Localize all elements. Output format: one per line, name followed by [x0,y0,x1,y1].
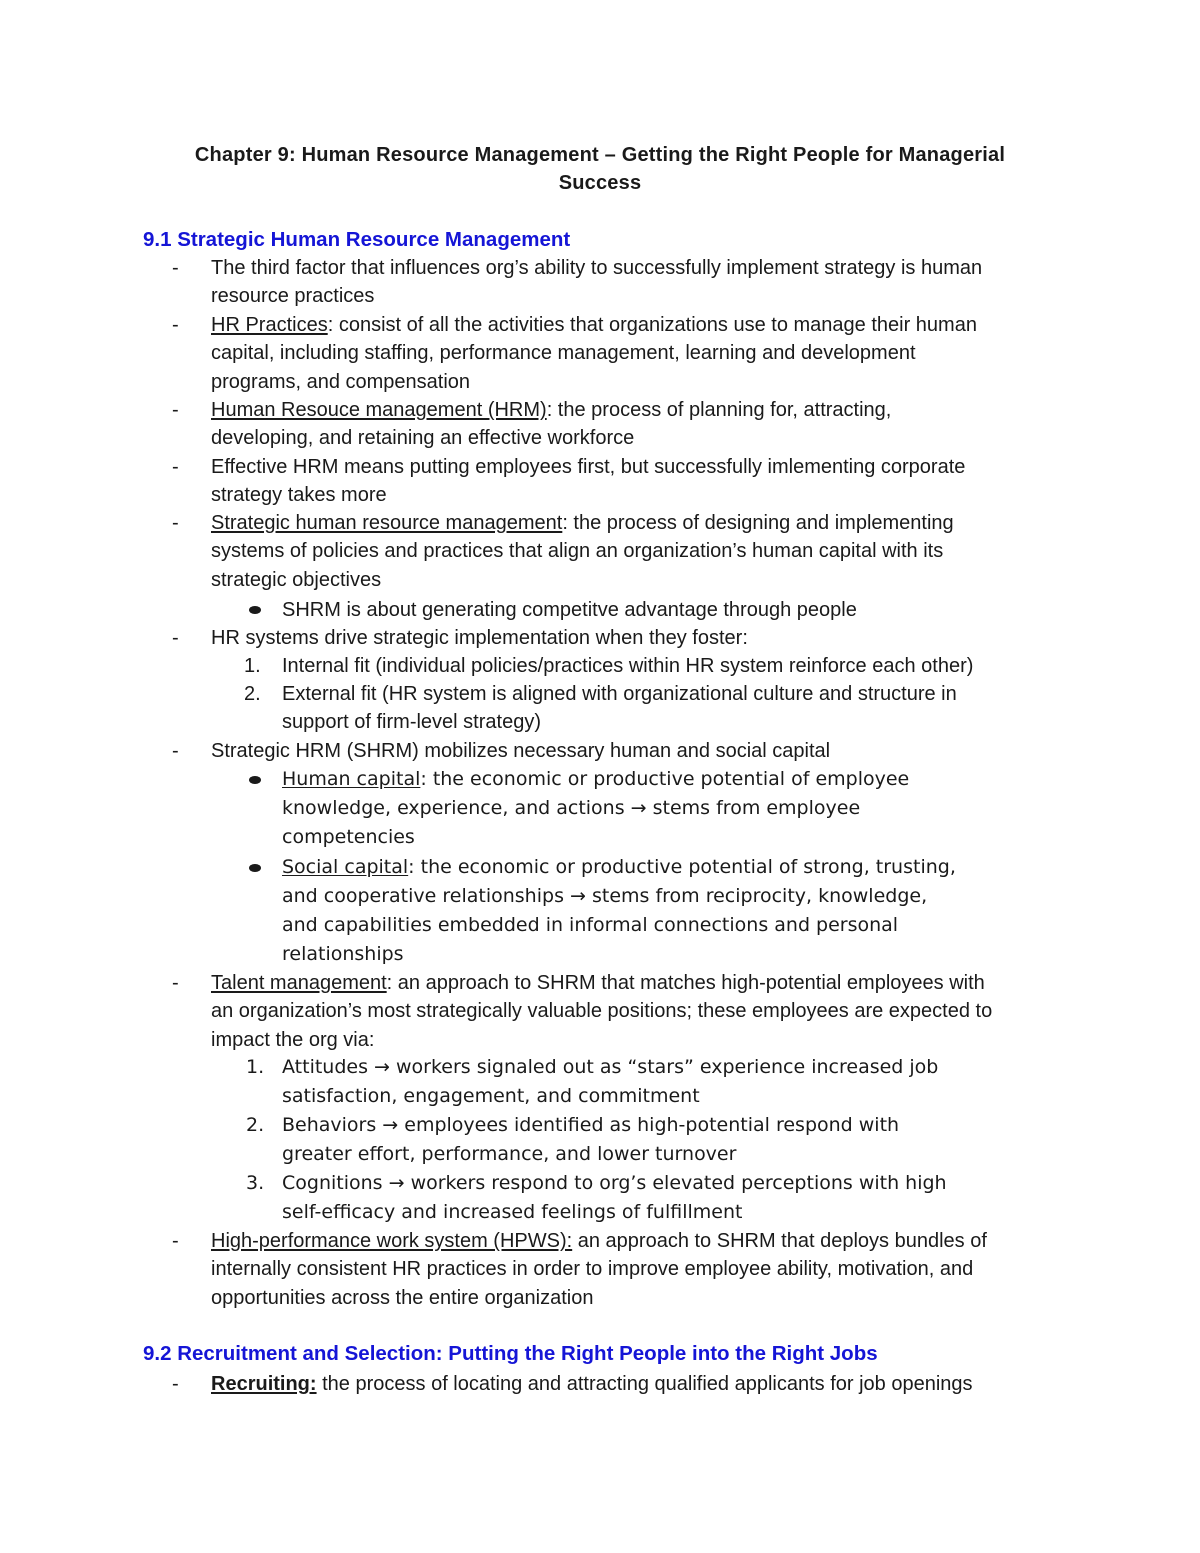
page-title [150,141,1050,197]
dash-marker: - [172,1373,179,1395]
list-item: Talent management: an approach to SHRM that matches high-potential employees with an organization’s most strategically valuable positions; these employees are expected to impact the org via: [211,972,993,1051]
numbered-item: Behaviors → employees identified as high-potential respond with greater effort, performance, and lower turnover [282,1114,900,1165]
term-strategic-hrm: Strategic human resource management [211,512,563,534]
sub-bullet-item: Social capital: the economic or productive potential of strong, trusting, and cooperative relationships → stems from reciprocity, knowledge, and capabilities embedded in informal connections and personal relationships [282,856,956,965]
list-item: Strategic HRM (SHRM) mobilizes necessary human and social capital [211,740,831,762]
list-item: Strategic human resource management: the process of designing and implementing systems of policies and practices that align an organization’s human capital with its strategic objectives [211,512,954,591]
dash-marker: - [172,257,179,279]
bullet-icon [249,606,261,614]
dash-marker: - [172,627,179,649]
list-item: HR Practices: consist of all the activities that organizations use to manage their human capital, including staffing, performance management, learning and development programs, and compensation [211,314,977,393]
numbered-item: Internal fit (individual policies/practices within HR system reinforce each other) [282,655,974,677]
numbered-marker: 2. [246,1114,265,1136]
term-social-capital: Social capital [282,856,409,878]
term-hpws: High-performance work system (HPWS): [211,1230,573,1252]
dash-marker: - [172,1230,179,1252]
dash-marker: - [172,314,179,336]
dash-marker: - [172,512,179,534]
numbered-item: Attitudes → workers signaled out as “stars” experience increased job satisfaction, engagement, and commitment [282,1056,939,1107]
list-item: HR systems drive strategic implementation when they foster: [211,627,748,649]
dash-marker: - [172,399,179,421]
numbered-item: Cognitions → workers respond to org’s elevated perceptions with high self-efficacy and increased feelings of fulfillment [282,1172,947,1223]
dash-marker: - [172,740,179,762]
term-talent-management: Talent management [211,972,387,994]
term-hrm: Human Resouce management (HRM) [211,399,547,421]
bullet-icon [249,776,261,784]
list-item: Human Resouce management (HRM): the process of planning for, attracting, developing, and retaining an effective workforce [211,399,892,450]
bullet-icon [249,864,261,872]
section-heading-9-2: 9.2 Recruitment and Selection: Putting the Right People into the Right Jobs [143,1342,878,1365]
term-recruiting: Recruiting: [211,1373,317,1395]
list-item: The third factor that influences org’s ability to successfully implement strategy is human resource practices [211,257,983,308]
list-item: High-performance work system (HPWS): an approach to SHRM that deploys bundles of internally consistent HR practices in order to improve employee ability, motivation, and opportunities across the entire organization [211,1230,987,1309]
list-item: Effective HRM means putting employees first, but successfully imlementing corporate strategy takes more [211,456,966,507]
title-line-2: Success [558,172,642,194]
numbered-marker: 1. [246,1056,265,1078]
dash-marker: - [172,456,179,478]
title-line-1: Chapter 9: Human Resource Management – Getting the Right People for Managerial [194,144,1006,166]
dash-marker: - [172,972,179,994]
section-heading-9-1: 9.1 Strategic Human Resource Management [143,228,571,251]
sub-bullet-item: Human capital: the economic or productive potential of employee knowledge, experience, and actions → stems from employee competencies [282,768,910,848]
numbered-marker: 3. [246,1172,265,1194]
sub-bullet-item: SHRM is about generating competitve advantage through people [282,599,857,621]
term-hr-practices: HR Practices [211,314,328,336]
numbered-item: External fit (HR system is aligned with organizational culture and structure in support of firm-level strategy) [282,683,957,734]
list-item: Recruiting: the process of locating and attracting qualified applicants for job openings [211,1373,973,1395]
numbered-marker: 2. [244,683,261,705]
term-human-capital: Human capital [282,768,421,790]
numbered-marker: 1. [244,655,261,677]
